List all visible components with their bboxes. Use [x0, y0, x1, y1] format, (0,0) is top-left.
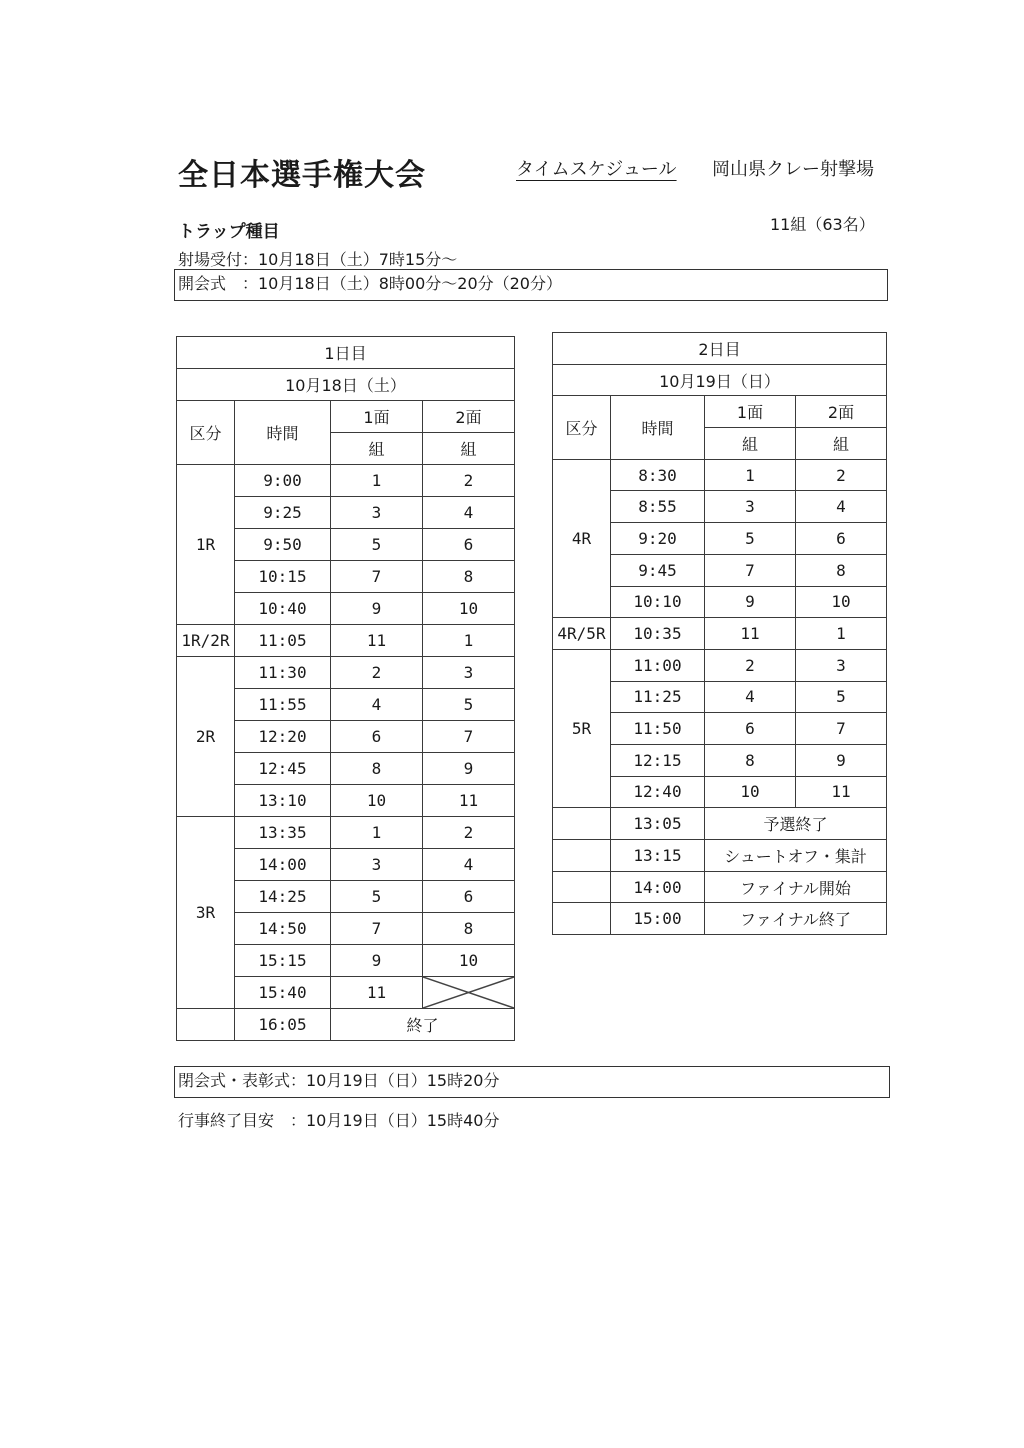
- round-label: 1R/2R: [177, 625, 235, 657]
- time-cell: 12:20: [235, 721, 331, 753]
- group-cell-face1: 8: [331, 753, 423, 785]
- group-cell-face1: 6: [331, 721, 423, 753]
- day2-schedule-table: [552, 332, 887, 935]
- group-count: 11組（63名）: [770, 215, 875, 234]
- group-cell-face1: 7: [331, 561, 423, 593]
- day-label: 1日目: [177, 337, 515, 369]
- header-group: 組: [331, 433, 423, 465]
- group-cell-face1: 6: [705, 713, 796, 745]
- group-cell-face1: 9: [705, 586, 796, 618]
- group-cell-face2: 9: [423, 753, 515, 785]
- group-cell-face1: 3: [331, 849, 423, 881]
- group-cell-face2: 7: [423, 721, 515, 753]
- group-cell-face2: 3: [423, 657, 515, 689]
- round-label: 2R: [177, 657, 235, 817]
- group-cell-face2: 4: [423, 849, 515, 881]
- round-label: 4R/5R: [553, 618, 611, 650]
- time-cell: 9:20: [611, 523, 705, 555]
- time-cell: 11:25: [611, 681, 705, 713]
- closing-ceremony-info: 閉会式・表彰式：10月19日（日）15時20分: [174, 1066, 890, 1098]
- round-label: 3R: [177, 817, 235, 1009]
- table-row: [553, 618, 887, 650]
- group-cell-face2: 4: [423, 497, 515, 529]
- reception-info: 射場受付：10月18日（土）7時15分～: [178, 250, 458, 269]
- group-cell-face2: 11: [423, 785, 515, 817]
- group-cell-face2: 7: [796, 713, 887, 745]
- venue-name: 岡山県クレー射撃場: [712, 159, 874, 180]
- time-cell: 11:30: [235, 657, 331, 689]
- group-cell-face2: 1: [796, 618, 887, 650]
- event-label: ファイナル開始: [705, 871, 887, 903]
- table-row: [553, 840, 887, 872]
- round-label: 1R: [177, 465, 235, 625]
- group-cell-face2: 8: [423, 561, 515, 593]
- time-cell: 13:10: [235, 785, 331, 817]
- group-cell-face1: 7: [331, 913, 423, 945]
- time-cell: 11:55: [235, 689, 331, 721]
- header-face-1: 1面: [705, 396, 796, 428]
- table-row: [553, 459, 887, 491]
- day-date: 10月18日（土）: [177, 369, 515, 401]
- time-cell: 15:00: [611, 903, 705, 935]
- group-cell-face2: 10: [796, 586, 887, 618]
- table-row: [553, 871, 887, 903]
- header-group: 組: [796, 428, 887, 460]
- time-cell: 10:10: [611, 586, 705, 618]
- group-cell-face1: 1: [705, 459, 796, 491]
- group-cell-face2: 6: [796, 523, 887, 555]
- group-cell-face1: 2: [331, 657, 423, 689]
- group-cell-face2: 6: [423, 529, 515, 561]
- time-cell: 9:50: [235, 529, 331, 561]
- time-cell: 9:00: [235, 465, 331, 497]
- time-cell: 8:30: [611, 459, 705, 491]
- round-label-empty: [553, 903, 611, 935]
- time-cell: 11:00: [611, 649, 705, 681]
- group-cell-face1: 10: [705, 776, 796, 808]
- group-cell-face1: 7: [705, 554, 796, 586]
- group-cell-face2: 6: [423, 881, 515, 913]
- group-cell-face2: 9: [796, 744, 887, 776]
- group-cell-face1: 1: [331, 465, 423, 497]
- time-cell: 14:00: [235, 849, 331, 881]
- round-label-empty: [553, 808, 611, 840]
- time-cell: 12:45: [235, 753, 331, 785]
- time-cell: 14:25: [235, 881, 331, 913]
- group-cell-face1: 4: [331, 689, 423, 721]
- page-title: 全日本選手権大会: [178, 158, 426, 193]
- group-cell-face1: 3: [331, 497, 423, 529]
- group-cell-face2: 10: [423, 945, 515, 977]
- time-cell: 10:35: [611, 618, 705, 650]
- table-row: [177, 657, 515, 689]
- group-cell-face2: 2: [423, 817, 515, 849]
- group-cell-face2: 2: [796, 459, 887, 491]
- time-cell: 15:15: [235, 945, 331, 977]
- group-cell-face2: 10: [423, 593, 515, 625]
- group-cell-face1: 9: [331, 945, 423, 977]
- group-cell-face1: 3: [705, 491, 796, 523]
- header-group: 組: [423, 433, 515, 465]
- header-face-1: 1面: [331, 401, 423, 433]
- event-label: 予選終了: [705, 808, 887, 840]
- group-cell-face1: 11: [331, 625, 423, 657]
- group-cell-face2: 3: [796, 649, 887, 681]
- header-time: 時間: [235, 401, 331, 465]
- header-face-2: 2面: [423, 401, 515, 433]
- group-cell-face1: 1: [331, 817, 423, 849]
- group-cell-face2: 11: [796, 776, 887, 808]
- group-cell-face1: 5: [705, 523, 796, 555]
- time-cell: 14:50: [235, 913, 331, 945]
- day1-schedule-table: [176, 336, 515, 1041]
- event-name: トラップ種目: [178, 222, 280, 242]
- day-date: 10月19日（日）: [553, 364, 887, 396]
- time-cell: 15:40: [235, 977, 331, 1009]
- time-cell: 16:05: [235, 1009, 331, 1041]
- group-cell-face2: 1: [423, 625, 515, 657]
- header-section: 区分: [177, 401, 235, 465]
- table-row: [553, 903, 887, 935]
- time-cell: 12:40: [611, 776, 705, 808]
- group-cell-face2: 8: [423, 913, 515, 945]
- round-label-empty: [177, 1009, 235, 1041]
- group-cell-face2: 4: [796, 491, 887, 523]
- time-cell: 8:55: [611, 491, 705, 523]
- round-label: 5R: [553, 649, 611, 807]
- time-cell: 9:45: [611, 554, 705, 586]
- group-cell-face2: 5: [423, 689, 515, 721]
- group-cell-face1: 8: [705, 744, 796, 776]
- round-label: 4R: [553, 459, 611, 617]
- table-row: [177, 465, 515, 497]
- time-cell: 9:25: [235, 497, 331, 529]
- header-section: 区分: [553, 396, 611, 459]
- cross-mark-icon: [423, 977, 514, 1008]
- header-time: 時間: [611, 396, 705, 459]
- group-cell-face1: 2: [705, 649, 796, 681]
- group-cell-face2: 2: [423, 465, 515, 497]
- time-cell: 14:00: [611, 871, 705, 903]
- group-cell-face1: 5: [331, 881, 423, 913]
- group-cell-face1: 9: [331, 593, 423, 625]
- opening-ceremony-info: 開会式 ：10月18日（土）8時00分～20分（20分）: [174, 269, 888, 301]
- time-cell: 10:15: [235, 561, 331, 593]
- round-label-empty: [553, 840, 611, 872]
- schedule-subtitle: タイムスケジュール: [516, 159, 677, 180]
- time-cell: 13:35: [235, 817, 331, 849]
- time-cell: 10:40: [235, 593, 331, 625]
- time-cell: 12:15: [611, 744, 705, 776]
- group-cell-face1: 11: [331, 977, 423, 1009]
- group-cell-face1: 10: [331, 785, 423, 817]
- round-label-empty: [553, 871, 611, 903]
- time-cell: 13:15: [611, 840, 705, 872]
- table-row: [177, 625, 515, 657]
- event-finish-info: 行事終了目安 ：10月19日（日）15時40分: [178, 1111, 500, 1130]
- table-row: [553, 808, 887, 840]
- group-cell-face1: 4: [705, 681, 796, 713]
- header-face-2: 2面: [796, 396, 887, 428]
- group-cell-face1: 5: [331, 529, 423, 561]
- event-label: シュートオフ・集計: [705, 840, 887, 872]
- time-cell: 11:50: [611, 713, 705, 745]
- table-row: [177, 1009, 515, 1041]
- day-label: 2日目: [553, 333, 887, 365]
- group-cell-face1: 11: [705, 618, 796, 650]
- end-label: 終了: [331, 1009, 515, 1041]
- time-cell: 11:05: [235, 625, 331, 657]
- group-cell-face2: 5: [796, 681, 887, 713]
- empty-crossed-cell: [423, 977, 515, 1009]
- table-row: [553, 649, 887, 681]
- header-group: 組: [705, 428, 796, 460]
- event-label: ファイナル終了: [705, 903, 887, 935]
- time-cell: 13:05: [611, 808, 705, 840]
- table-row: [177, 817, 515, 849]
- group-cell-face2: 8: [796, 554, 887, 586]
